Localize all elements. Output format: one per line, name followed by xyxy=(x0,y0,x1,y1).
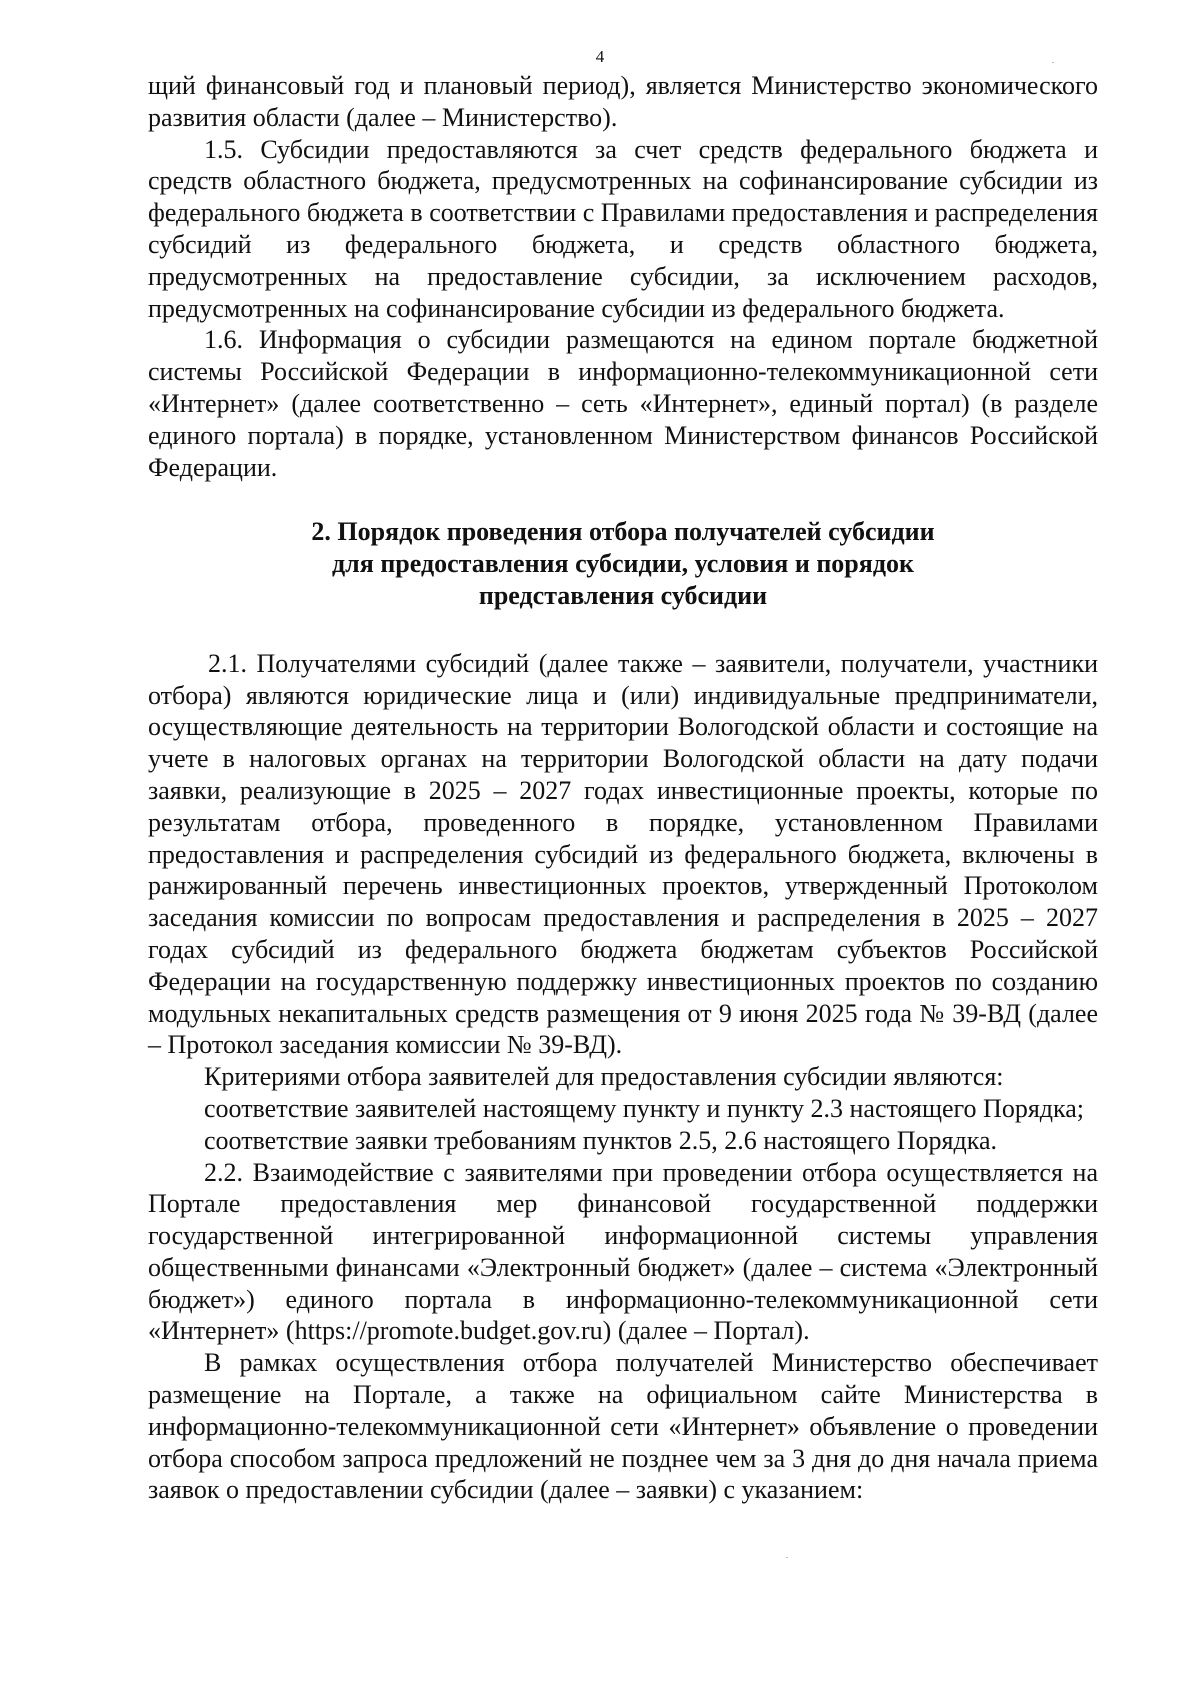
paragraph-1-5: 1.5. Субсидии предоставляются за счет средств федерального бюджета и средств областного бюджета, предусмотренных на софинансирование субсидии из федерального бюджета в соответствии с Правилами предоставления и распределения субсидий из федерального бюджета, и средств областного бюджета, предусмотренных на предоставление субсидии, за исключением расходов, предусмотренных на софинансирование субсидии из федерального бюджета. xyxy=(148,134,1098,323)
document-body xyxy=(148,70,1098,1506)
paragraph-criteria-item-2: соответствие заявки требованиям пунктов 2.5, 2.6 настоящего Порядка. xyxy=(204,1125,997,1155)
page-number: 4 xyxy=(595,47,605,66)
paragraph-2-2: 2.2. Взаимодействие с заявителями при проведении отбора осуществляется на Портале предоставления мер финансовой государственной поддержки государственной интегрированной информационной системы управления общественными финансами «Электронный бюджет» (далее – система «Электронный бюджет») единого портала в информационно-телекоммуникационной сети «Интернет» (https://promote.budget.gov.ru) (далее – Портал). xyxy=(148,1157,1098,1346)
section-heading xyxy=(148,516,1098,611)
paragraph-criteria-intro: Критериями отбора заявителей для предоставления субсидии являются: xyxy=(204,1062,1004,1092)
paragraph-1-6: 1.6. Информация о субсидии размещаются на едином портале бюджетной системы Российской Федерации в информационно-телекоммуникационной сети «Интернет» (далее соответственно – сеть «Интернет», единый портал) (в разделе единого портала) в порядке, установленном Министерством финансов Российской Федерации. xyxy=(148,325,1098,482)
paragraph-criteria-item-1: соответствие заявителей настоящему пункту и пункту 2.3 настоящего Порядка; xyxy=(204,1093,1085,1123)
section-heading-line-3: представления субсидии xyxy=(478,580,768,610)
section-heading-line-2: для предоставления субсидии, условия и порядок xyxy=(332,549,914,579)
paragraph-2-1: 2.1. Получателями субсидий (далее также – заявители, получатели, участники отбора) являются юридические лица и (или) индивидуальные предприниматели, осуществляющие деятельность на территории Вологодской области и состоящие на учете в налоговых органах на территории Вологодской области на дату подачи заявки, реализующие в 2025 – 2027 годах инвестиционные проекты, которые по результатам отбора, проведенного в порядке, установленном Правилами предоставления и распределения субсидий из федерального бюджета, включены в ранжированный перечень инвестиционных проектов, утвержденный Протоколом заседания комиссии по вопросам предоставления и распределения в 2025 – 2027 годах субсидий из федерального бюджета бюджетам субъектов Российской Федерации на государственную поддержку инвестиционных проектов по созданию модульных некапитальных средств размещения от 9 июня 2025 года № 39-ВД (далее – Протокол заседания комиссии № 39-ВД). xyxy=(148,648,1098,1060)
scan-artifact xyxy=(786,1557,788,1558)
paragraph-continuation: щий финансовый год и плановый период), является Министерство экономического развития области (далее – Министерство). xyxy=(148,71,1098,132)
section-heading-line-1: 2. Порядок проведения отбора получателей субсидии xyxy=(311,517,935,547)
paragraph-selection-announcement: В рамках осуществления отбора получателей Министерство обеспечивает размещение на Портале, а также на официальном сайте Министерства в информационно-телекоммуникационной сети «Интернет» объявление о проведении отбора способом запроса предложений не позднее чем за 3 дня до дня начала приема заявок о предоставлении субсидии (далее – заявки) с указанием: xyxy=(148,1348,1098,1505)
scan-artifact xyxy=(1052,62,1054,63)
